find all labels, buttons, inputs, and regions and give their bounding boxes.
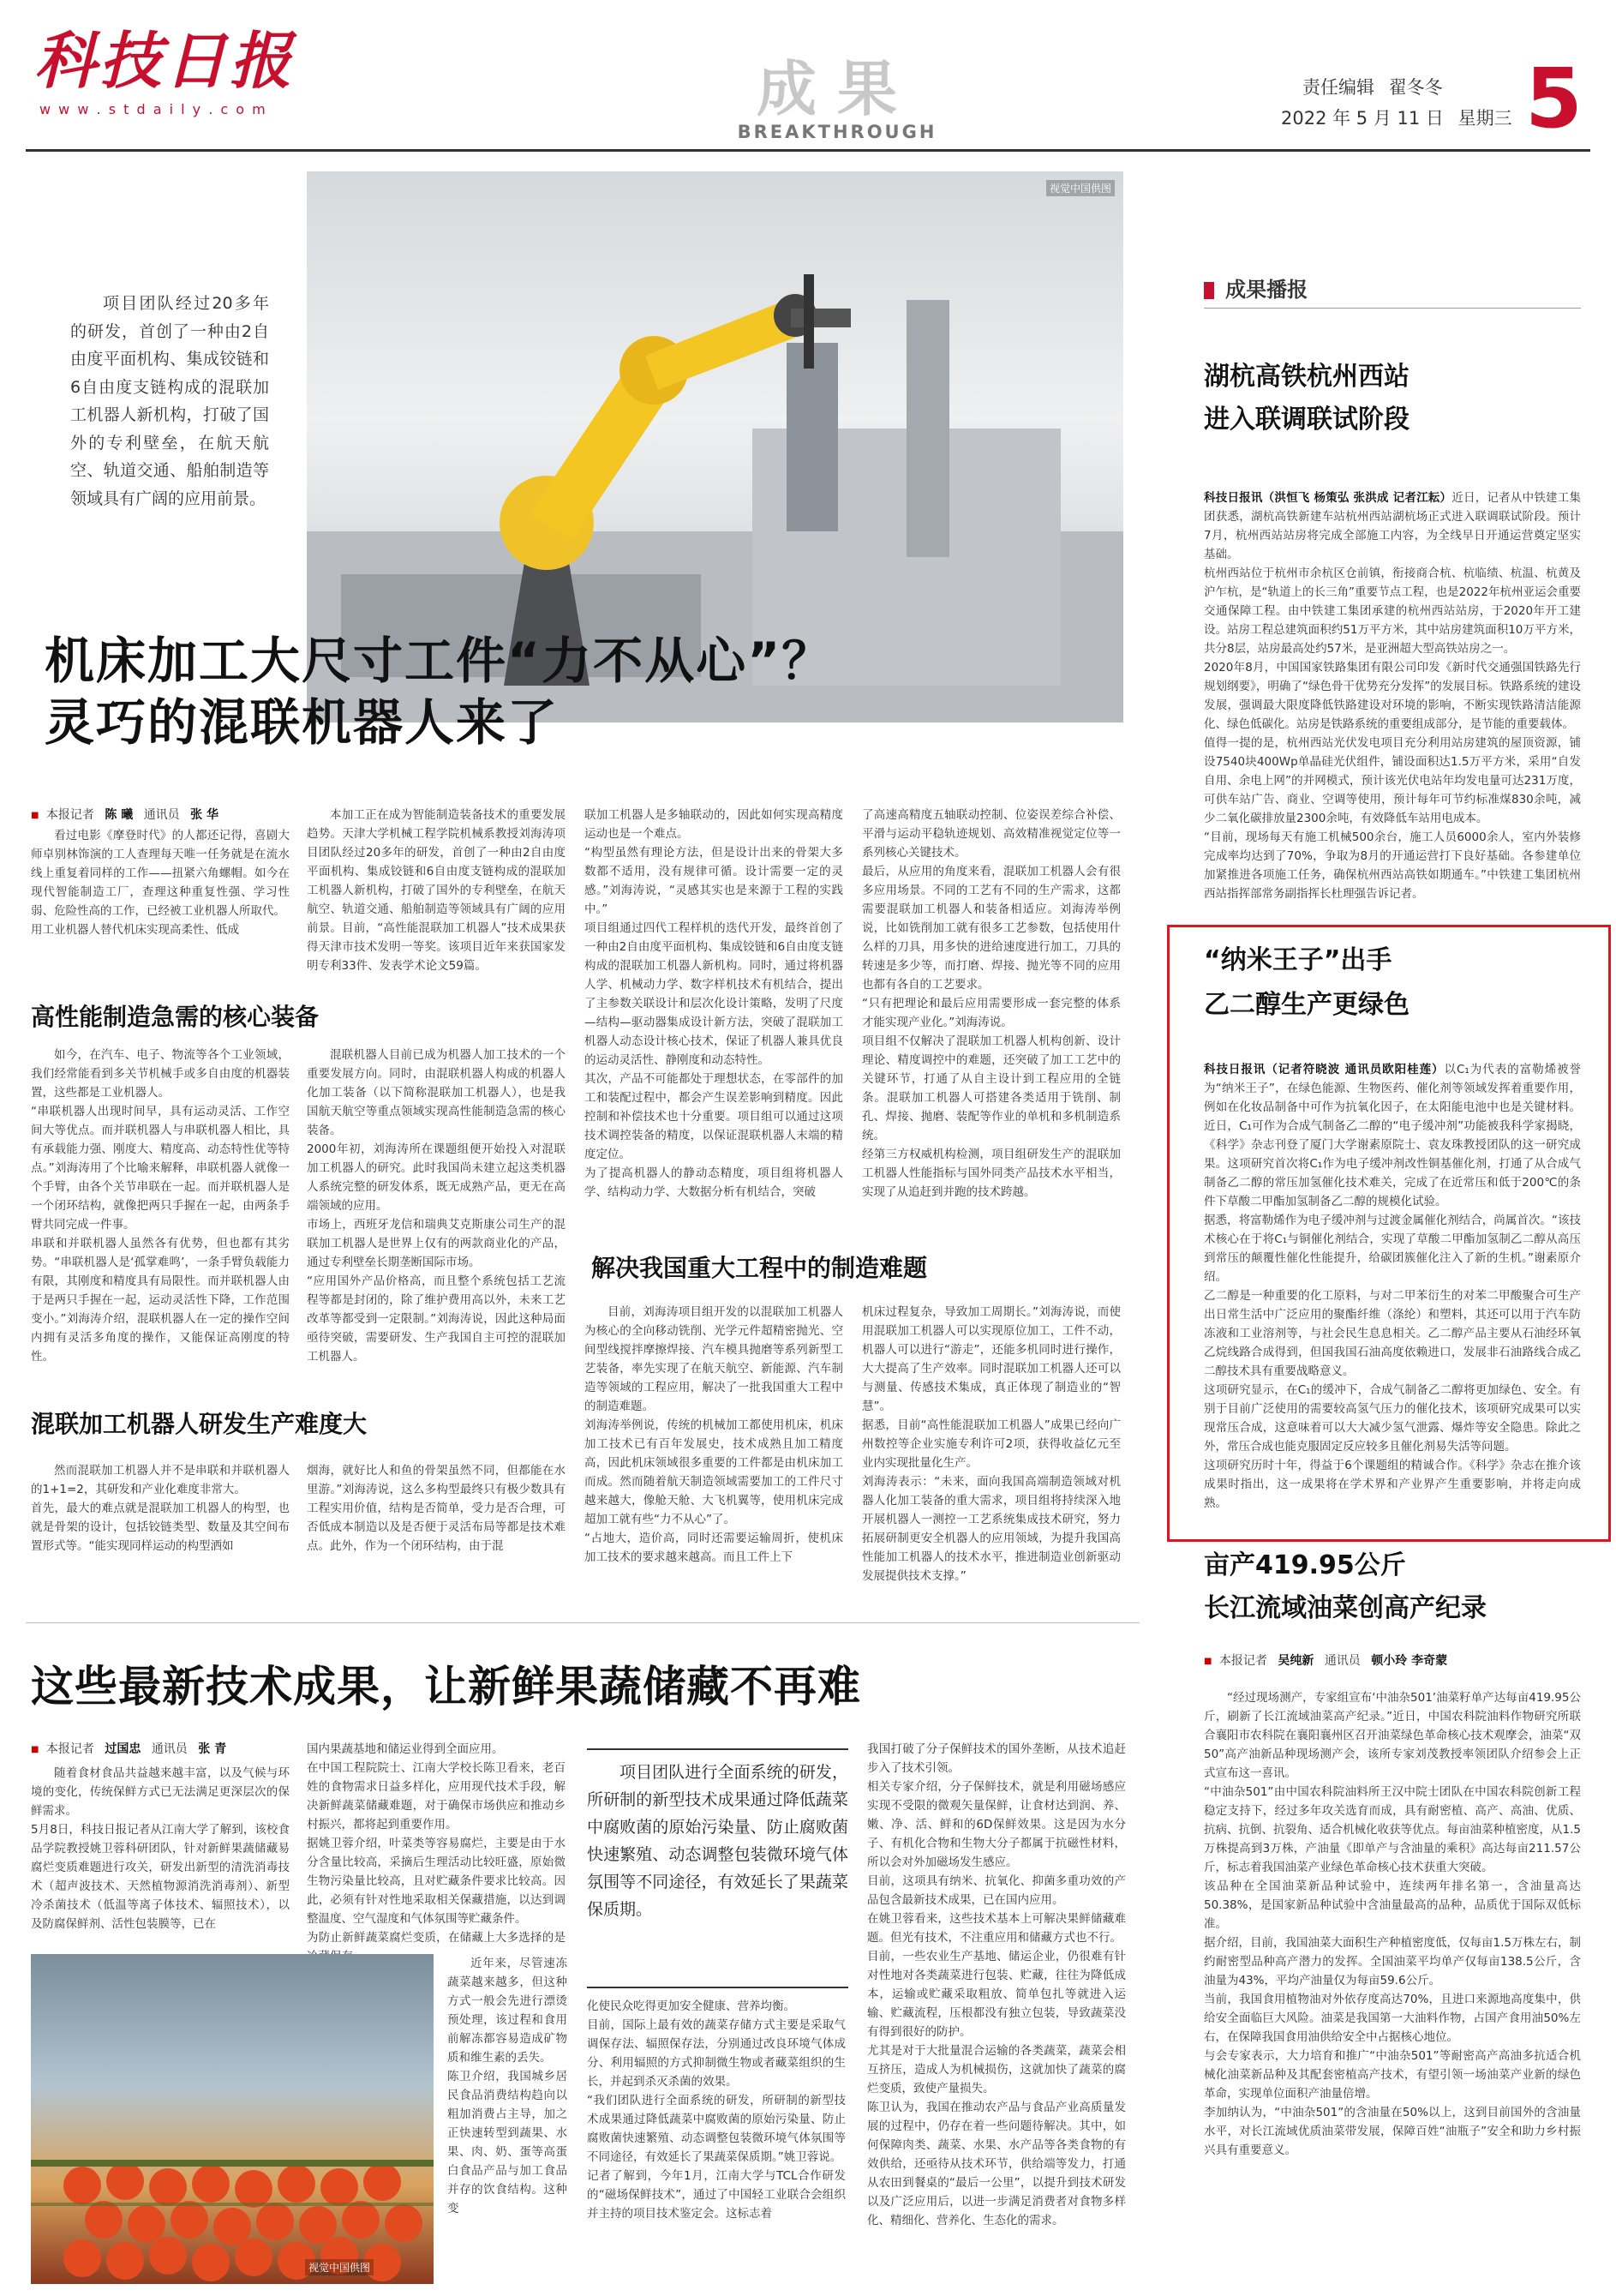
bottom-col2-text: 国内果蔬基地和储运业得到全面应用。 在中国工程院院士、江南大学校长陈卫看来，老百姓的食物需求日益多样化，应用现代技术手段，解决新鲜蔬菜储藏难题，对于确保市场供应和推动乡村振兴，都将起到重要作用。 据姚卫蓉介绍，叶菜类等容易腐烂，主要是由于水分含量比较高，采摘后生理活动比较旺盛，原始微生物污染量比较高，且对贮藏条件要求比较高。因此，必须有针对性地采取相关保藏措施，以达到调整温度、空气湿度和气体氛围等贮藏条件。 为防止新鲜蔬菜腐烂变质，在储藏上大多选择的是 [307, 1742, 566, 1945]
a3-body [1204, 1688, 1581, 2280]
a1-title-line2: 进入联调联试阶段 [1204, 405, 1410, 435]
bottom-col2b-text: 近年来，尽管速冻蔬菜越来越多，但这种方式一般会先进行漂烫预处理，该过程和食用前解冻都容易造成矿物质和维生素的丢失。 陈卫介绍，我国城乡居民食品消费结构趋向以粗加消费占主导，加之正快速转型到蔬果、水果、肉、奶、蛋等高蛋白食品产品与加工食品并存的饮食结构。这种变 [447, 1957, 567, 2215]
a2-body [1204, 1041, 1581, 1528]
lead-col2-bot [307, 1461, 566, 1560]
lead-col1-intro [31, 826, 290, 989]
a3-byline-prefix: 本报记者 [1218, 1654, 1267, 1668]
a3-byline [1204, 1652, 1447, 1669]
a3-byline-mid: 通讯员 [1324, 1654, 1361, 1668]
a1-title-line1: 湖杭高铁杭州西站 [1204, 362, 1410, 392]
lead-col3-s3 [584, 1303, 843, 1564]
a1-body [1204, 470, 1581, 907]
a3-title-line1: 亩产419.95公斤 [1204, 1550, 1406, 1580]
bottom-col3 [587, 1997, 846, 2284]
bottom-photo-credit: 视觉中国供图 [305, 2259, 374, 2275]
issue-date [1281, 105, 1512, 130]
a1-text [1204, 470, 1581, 903]
lead-col2-bot-text: 烟海，就好比人和鱼的骨架虽然不同，但都能在水里游。”刘海涛说，这么多构型最终只有极少数具有工程实用价值，结构是否简单，受力是否合理，可否低成本制造以及是否便于灵活布局等都是技术难点。此外，作为一个闭环结构，由于混 [307, 1464, 566, 1553]
newspaper-logo: 科技日报 [34, 24, 296, 97]
lead-bottom-rule [26, 1622, 1140, 1623]
a3-text: “经过现场测产，专家组宣布‘中油杂501’油菜籽单产达每亩419.95公斤，刷新了长江流域油菜高产纪录。”近日，中国农科院油料作物研究所联合襄阳市农科院在襄阳襄州区召开油菜绿色革命核心技术观摩会，油菜“双50”高产油新品种现场测产会，该所专家刘茂教授率领团队介绍参会上正式宣布这一喜讯。 “中油杂501”由中国农科院油料所王汉中院士团队在中国农科院创新工程稳定支持下，经过多年攻关选育而成，具有耐密植、高产、高油、优质、抗病、抗倒、抗裂角、适合机械化收获等优点。每亩油菜种植密度，从1.5万株提高到3万株，产油量《即单产与含油量的乘积》高达每亩211.57公斤，标志着我国油菜产业绿色革命核心技术获重大突破。 该品种在全国油菜新品种试验中，连续两年排名第一，含油量高达50.38%，是国家新品种试验中含油量最高的品种，品质优于国际双低标准。 据介绍，目前，我国油菜大面积生产种植密度低，仅每亩1.5万株左右，制约耐密型品种高产潜力的发挥。全国油菜平均单产仅每亩138.5公斤，含油量为43%，平均产油量仅为每亩59.6公斤。 当前，我国食用植物油对外依存度高达70%，且进口来源地高度集中，供给安全面临巨大风险。油菜是我国第一大油料作物，占国产食用油50%左右，在保障我国食用油供给安全中占据核心地位。 与会专家表示，大力培育和推广“中油杂501”等耐密高产高油多抗适合机械化油菜新品种及其配套密植高产技术，有望引领一场油菜产业新的绿色革命，实现单位面积产油量倍增。 李加纳认为，“中油杂501”的含油量在50%以上，这到目前国外的含油量水平，对长江流域优质油菜带发展，保障百姓“油瓶子”安全和助力乡村振兴具有重要意义。 [1204, 1691, 1581, 2157]
editor-info [1302, 74, 1443, 99]
a1-byline: 科技日报讯（洪恒飞 杨策弘 张洪成 记者江耘） [1204, 491, 1452, 505]
a1-text-body: 近日，记者从中铁建工集团获悉，湖杭高铁新建车站杭州西站湖杭场正式进入联调联试阶段。预计7月，杭州西站站房将完成全部施工内容，为全线早日开通运营奠定坚实基础。 杭州西站位于杭州市余杭区仓前镇，衔接商合杭、杭临绩、杭温、杭黄及沪乍杭，是“轨道上的长三角”重要节点工程，也是2022年杭州亚运会重要交通保障工程。由中铁建工集团承建的杭州西站站房，于2020年开工建设。站房工程总建筑面积约51万平方米，其中站房建筑面积10万平方米，共分8层，站房最高处约57米，是亚洲超大型高铁站房之一。 2020年8月，中国国家铁路集团有限公司印发《新时代交通强国铁路先行规划纲要》，明确了“绿色骨干优势充分发挥”的发展目标。铁路系统的建设发展，强调最大限度降低铁路建设对环境的影响，不断实现铁路清洁能源化、绿色低碳化。站房是铁路系统的重要组成部分，是节能的重要载体。 值得一提的是，杭州西站光伏发电项目充分利用站房建筑的屋顶资源，铺设7540块400Wp单晶硅光伏组件，铺设面积达1.5万平方米，采用“自发自用、余电上网”的并网模式，预计该光伏电站年均发电量可达231万度，可供车站广告、商业、空调等使用，预计每年可节约标准煤830余吨，减少二氧化碳排放量2300余吨，有效降低车站用电成本。 “目前，现场每天有施工机械500余台，施工人员6000余人，室内外装修完成率均达到了70%，争取为8月的开通运营打下良好基础。各参建单位加紧推进各项施工任务，确保杭州西站高铁如期通车。”中铁建工集团杭州西站指挥部常务副指挥长杜理强告诉记者。 [1204, 491, 1582, 901]
bottom-callout [587, 1748, 848, 1988]
lead-col4-s3 [862, 1303, 1121, 1583]
lead-col3-s3-text: 目前，刘海涛项目组开发的以混联加工机器人为核心的全向移动铣削、光学元件超精密抛光、空间型线搅拌摩擦焊接、汽车模具抛磨等系列新型工艺装备，率先实现了在航天航空、新能源、汽车制造等领域的工程应用，解决了一批我国重大工程中的制造难题。 刘海涛举例说，传统的机械加工都使用机床，机床加工技术已有百年发展史，技术成熟且加工精度高，因此机床领域很多重要的工件都是由机床加工而成。然而随着航天制造领域需要加工的工件尺寸越来越大，像舱天舱、大飞机翼等，使用机床完成超加工就有些“力不从心”了。 “占地大，造价高，同时还需要运输周折，使机床加工技术的要求越来越高。而且工件上下 [584, 1305, 843, 1564]
byline-correspondent: 张 华 [190, 808, 219, 822]
lead-col1-s2-text: 然而混联加工机器人并不是串联和并联机器人的1+1=2，其研发和产业化难度非常大。 首先，最大的难点就是混联加工机器人的构型，也就是骨架的设计，包括铰链类型、数量及其空间布置形式等。“能实现同样运动的构型洒如 [31, 1464, 290, 1553]
weekday-text: 星期三 [1457, 108, 1512, 129]
bottom-byline-correspondent: 张 青 [198, 1742, 227, 1756]
a2-byline: 科技日报讯（记者符晓波 通讯员欧阳桂莲） [1204, 1063, 1445, 1076]
a2-title [1204, 938, 1410, 1028]
byline-prefix: 本报记者 [45, 808, 94, 822]
lead-col2-mid [307, 1046, 566, 1388]
lead-summary-text: 项目团队经过20多年的研发，首创了一种由2自由度平面机构、集成铰链和6自由度支链构成的混联加工机器人新机构，打破了国外的专利壁垒，在航天航空、轨道交通、船舶制造等领域具有广阔的应用前景。 [70, 294, 269, 508]
subhead-difficulty: 混联加工机器人研发生产难度大 [31, 1410, 368, 1438]
date-text: 2022 年 5 月 11 日 [1281, 108, 1444, 129]
lead-col2-top [307, 806, 566, 990]
lead-summary [70, 290, 269, 513]
lead-col4-s3-text: 机床过程复杂，导致加工周期长。”刘海涛说，而使用混联加工机器人可以实现原位加工，工件不动，机器人可以进行“游走”，还能多机同时进行操作，大大提高了生产效率。同时混联加工机器人还可以与测量、传感技术集成，真正体现了制造业的“智慧”。 据悉，目前“高性能混联加工机器人”成果已经向广州数控等企业实施专利许可2项，获得收益亿元至业内实现批量化生产。 刘海涛表示：“未来，面向我国高端制造领域对机器人化加工装备的重大需求，项目组将持续深入地开展机器人一测控一工艺系统集成技术研究，努力拓展研制更安全机器人的应用领域，为提升我国高性能加工机器人的技术水平，推进制造业创新驱动发展提供技术支撑。” [862, 1305, 1121, 1583]
bottom-col4 [867, 1740, 1126, 2284]
bottom-callout-text: 项目团队进行全面系统的研发，所研制的新型技术成果通过降低蔬菜中腐败菌的原始污染量、防止腐败菌快速繁殖、动态调整包装微环境气体氛围等不同途径，有效延长了果蔬菜保质期。 [587, 1763, 848, 1919]
bottom-col3-text: 化使民众吃得更加安全健康、营养均衡。 目前，国际上最有效的蔬菜存储方式主要是采取气调保存法、辐照保存法，分别通过改良环境气体成分、利用辐照的方式抑制微生物或者藏菜组织的生长，并起到杀灭杀菌的效果。 “我们团队进行全面系统的研发，所研制的新型技术成果通过降低蔬菜中腐败菌的原始污染量、防止腐败菌快速繁殖、动态调整包装微环境气体氛围等不同途径，有效延长了果蔬菜保质期。”姚卫蓉说。 记者了解到，今年1月，江南大学与TCL合作研发的“磁场保鲜技术”，通过了中国轻工业联合会组织并主持的项目技术鉴定会。这标志着 [587, 1999, 846, 2221]
lead-col2-top-text: 本加工正在成为智能制造装备技术的重要发展趋势。天津大学机械工程学院机械系教授刘海涛项目团队经过20多年的研发，首创了一种由2自由度平面机构、集成铰链和6自由度支链构成的混联加工机器人新机构，打破了国外的专利壁垒，在航天航空、轨道交通、船舶制造等领域具有广阔的应用前景。目前，“高性能混联加工机器人”技术成果获得天津市技术发明一等奖。该项目近年来获国家发明专利33件、发表学术论文59篇。 [307, 808, 566, 973]
lead-col1-s2 [31, 1461, 290, 1560]
a3-title-line2: 长江流域油菜创高产纪录 [1204, 1593, 1487, 1623]
a2-text-body: 以C₁为代表的富勒烯被誉为“纳米王子”，在绿色能源、生物医药、催化剂等领域发挥着重要作用，例如在化妆品制备中可作为抗氧化因子，在太阳能电池中也是关键材料。近日，C₁可作为合成气制备乙二醇的“电子缓冲剂”功能被我科学家揭晓，《科学》杂志刊登了厦门大学谢素原院士、袁友珠教授团队的这一研究成果。这项研究首次将C₁作为电子缓冲剂改性铜基催化剂，打通了从合成气制备乙二醇的常压加氢催化技术难关，完成了在近常压和低于200℃的条件下草酸二甲酯加氢制备乙二醇的规模化试验。 据悉，将富勒烯作为电子缓冲剂与过渡金属催化剂结合，尚属首次。“该技术核心在于将C₁与铜催化剂结合，实现了草酸二甲酯加氢制乙二醇从高压到常压的颠覆性催化性能提升，给碳团簇催化注入了新的生机。”谢素原介绍。 乙二醇是一种重要的化工原料，与对二甲苯衍生的对苯二甲酸聚合可生产出日常生活中广泛应用的聚酯纤维（涤纶）和塑料，其还可以用于汽车防冻液和工业溶剂等，与社会民生息息相关。乙二醇产品主要从石油经环氧乙烷线路合成得到，但国我国石油高度依赖进口，发展非石油路线合成乙二醇技术具有重要战略意义。 这项研究显示，在C₁的缓冲下，合成气制备乙二醇将更加绿色、安全。有别于目前广泛使用的需要较高氢气压力的催化技术，该项研究成果可以实现常压合成，这意味着可以大大减少氢气泄露、爆炸等安全隐患。除此之外，常压合成也能克服固定反应较多且催化剂易失活等问题。 这项研究历时十年，得益于6个课题组的精诚合作。《科学》杂志在推介该成果时指出，这一成果将在学术界和产业界产生重要影响，并将走向成熟。 [1204, 1063, 1582, 1510]
a2-text [1204, 1041, 1581, 1513]
a3-byline-reporter: 吴纯新 [1278, 1654, 1314, 1668]
a2-title-line1: “纳米王子”出手 [1204, 945, 1392, 975]
byline-reporter: 陈 曦 [105, 808, 134, 822]
bottom-col1-text: 随着食材食品共益越来越丰富，以及气候与环境的变化，传统保鲜方式已无法满足更深层次的保鲜需求。 5月8日，科技日报记者从江南大学了解到，该校食品学院教授姚卫蓉科研团队，针对新鲜果蔬储藏易腐烂变质难题进行攻关，研发出新型的清洗消毒技术（超声波技术、天然植物源消洗消毒剂）、新型冷杀菌技术（低温等离子体技术、辐照技术），以及防腐保鲜剂、活性包装膜等，已在 [31, 1766, 290, 1931]
section-title: 成果 [757, 54, 918, 124]
a3-byline-correspondents: 顿小玲 李奇蒙 [1371, 1654, 1448, 1668]
a1-title [1204, 356, 1410, 441]
photo-credit: 视觉中国供图 [1046, 180, 1115, 196]
masthead-rule [26, 149, 1590, 152]
lead-headline [45, 630, 1158, 753]
sidebar-flag-icon [1204, 282, 1214, 299]
tomato-crates-icon [31, 1954, 434, 2284]
bottom-col2 [307, 1740, 566, 1944]
sidebar-header-text: 成果播报 [1225, 278, 1308, 302]
bottom-byline-mid: 通讯员 [151, 1742, 188, 1756]
subhead-core-equipment: 高性能制造急需的核心装备 [31, 1003, 320, 1031]
bottom-byline-prefix: 本报记者 [45, 1742, 94, 1756]
sidebar-header [1204, 273, 1581, 309]
page-number: 5 [1525, 51, 1583, 147]
lead-col3-top-text: 联加工机器人是多轴联动的，因此如何实现高精度运动也是一个难点。 “构型虽然有理论方法，但是设计出来的骨架大多数都不适用，没有规律可循。设计需要一定的灵感。”刘海涛说，“灵感其实也是来源于工程的实践中。” 项目组通过四代工程样机的迭代开发，最终首创了一种由2自由度平面机构、集成铰链和6自由度支链构成的混联加工机器人新机构。同时，通过将机器人学、机械动力学、数字样机技术有机结合，提出了主参数关联设计和层次化设计策略，发明了尺度—结构—驱动器集成设计新方法，突破了混联加工机器人动态设计核心技术，保证了机器人兼具优良的运动灵活性、静刚度和动态特性。 其次，产品不可能都处于理想状态，在零部件的加工和装配过程中，都会产生误差影响到精度。因此控制和补偿技术也十分重要。项目组可以通过这项技术调控装备的精度，以保证混联机器人末端的精度定位。 为了提高机器人的静动态精度，项目组将机器人学、结构动力学、大数据分析有机结合，突破 [584, 808, 843, 1199]
lead-headline-line1: 机床加工大尺寸工件“力不从心”？ [45, 632, 834, 690]
tomato-photo [31, 1954, 434, 2284]
website-url: w w w . s t d a i l y . c o m [39, 101, 267, 117]
lead-col4-top [862, 806, 1121, 1234]
bottom-col2b [447, 1954, 567, 2284]
bottom-byline-reporter: 过国忠 [105, 1742, 141, 1756]
subhead-major-projects: 解决我国重大工程中的制造难题 [591, 1254, 928, 1282]
byline-mid: 通讯员 [143, 808, 180, 822]
lead-headline-line2: 灵巧的混联机器人来了 [45, 693, 560, 752]
bottom-col1 [31, 1764, 290, 1944]
a3-title [1204, 1544, 1487, 1630]
bottom-byline [31, 1740, 226, 1757]
bottom-headline: 这些最新技术成果，让新鲜果蔬储藏不再难 [31, 1662, 861, 1712]
lead-col2-mid-text: 混联机器人目前已成为机器人加工技术的一个重要发展方向。同时，由混联机器人构成的机器人化加工装备（以下简称混联加工机器人），也是我国航天航空等重点领域实现高性能制造急需的核心装备。 2000年初，刘海涛所在课题组便开始投入对混联加工机器人的研究。此时我国尚未建立起这类机器人系统完整的研发体系，既无成熟产品，更无在高端领域的应用。 市场上，西班牙龙信和瑞典艾克斯康公司生产的混联加工机器人是世界上仅有的两款商业化的产品，通过专利壁垒长期垄断国际市场。 “应用国外产品价格高，而且整个系统包括工艺流程等都是封闭的，除了维护费用高以外，未来工艺改革等都受到一定限制。”刘海涛说，因此这种局面亟待突破，需要研发、生产我国自主可控的混联加工机器人。 [307, 1048, 566, 1364]
lead-col1-s1-text: 如今，在汽车、电子、物流等各个工业领域，我们经常能看到多关节机械手或多自由度的机器装置，这些都是工业机器人。 “串联机器人出现时间早，具有运动灵活、工作空间大等优点。而并联机器人与串联机器人相比，具有承载能力强、刚度大、精度高、动态特性优等特点。”刘海涛用了个比喻来解释，串联机器人就像一个手臂，由各个关节串联在一起。而并联机器人是一个闭环结构，就像把两只手握在一起，由两条手臂共同完成一件事。 串联和并联机器人虽然各有优势，但也都有其劣势。“串联机器人是‘孤掌难鸣’，一条手臂负载能力有限，其刚度和精度具有局限性。而并联机器人由于是两只手握在一起，运动灵活性下降，工作范围变小。”刘海涛介绍，混联机器人在一定的操作空间内拥有灵活多角度的操作，又能保证高刚度的特性。 [31, 1048, 290, 1364]
bottom-col4-text: 我国打破了分子保鲜技术的国外垄断，从技术追赶步入了技术引领。 相关专家介绍，分子保鲜技术，就是利用磁场感应实现不受限的微观矢量保鲜，让食材达到润、养、嫩、净、活、鲜和的6D保鲜效果。这是因为水分子、有机化合物和生物大分子都属于抗磁性材料，所以会对外加磁场发生感应。 目前，这项具有纳米、抗氧化、抑菌多重功效的产品包含最新技术成果，已在国内应用。 在姚卫蓉看来，这些技术基本上可解决果鲜储藏难题。但光有技术，不注重应用和储藏方式也不行。 目前，一些农业生产基地、储运企业，仍很难有针对性地对各类蔬菜进行包装、贮藏，往往为降低成本，运输或贮藏采取粗放、简单包扎等就进入运输、贮藏流程，压根都没有独立包装，导致蔬菜没有得到很好的防护。 尤其是对于大批量混合运输的各类蔬菜，蔬菜会相互挤压，造成人为机械损伤，这就加快了蔬菜的腐烂变质，致使产量损失。 陈卫认为，我国在推动农产品与食品产业高质量发展的过程中，仍存在着一些问题待解决。其中，如何保障肉类、蔬菜、水果、水产品等各类食物的有效供给，还亟待从技术环节，供给端等发力，打通从农田到餐桌的“最后一公里”，以提升到技术研发以及广泛应用后，以进一步满足消费者对食物多样化、精细化、营养化、生态化的需求。 [867, 1742, 1126, 2227]
section-subtitle: BREAKTHROUGH [737, 122, 937, 142]
lead-col4-top-text: 了高速高精度五轴联动控制、位姿误差综合补偿、平滑与运动平稳轨迹规划、高效精准视觉定位等一系列核心关键技术。 最后，从应用的角度来看，混联加工机器人会有很多应用场景。不同的工艺有不同的生产需求，这都需要混联加工机器人和装备相适应。刘海涛举例说，比如铣削加工就有很多工艺参数，包括使用什么样的刀具，用多快的进给速度进行加工，刀具的转速是多少等，而打磨、焊接、抛光等不同的应用也都有各自的工艺要求。 “只有把理论和最后应用需要形成一套完整的体系才能实现产业化。”刘海涛说。 项目组不仅解决了混联加工机器人机构创新、设计理论、精度调控中的难题，还突破了加工工艺中的关键环节，打通了从自主设计到工程应用的全链条。混联加工机器人可搭建各类适用于铣削、制孔、焊接、抛磨、装配等作业的单机和多机制造系统。 经第三方权威机构检测，项目组研发生产的混联加工机器人性能指标与国外同类产品技术水平相当，实现了从追赶到并跑的技术跨越。 [862, 808, 1121, 1199]
editor-label: 责任编辑 [1302, 77, 1374, 98]
lead-byline [31, 806, 218, 823]
lead-col1-s1 [31, 1046, 290, 1388]
lead-col1-intro-text: 看过电影《摩登时代》的人都还记得，喜剧大师卓别林饰演的工人查理每天唯一任务就是在流水线上重复着同样的工作——扭紧六角螺帽。如今在现代智能制造工厂，查理这种重复性强、学习性弱、危险性高的工作，已经被工业机器人所取代。 用工业机器人替代机床实现高柔性、低成 [31, 829, 290, 937]
editor-name: 翟冬冬 [1388, 77, 1443, 98]
a2-title-line2: 乙二醇生产更绿色 [1204, 990, 1410, 1020]
